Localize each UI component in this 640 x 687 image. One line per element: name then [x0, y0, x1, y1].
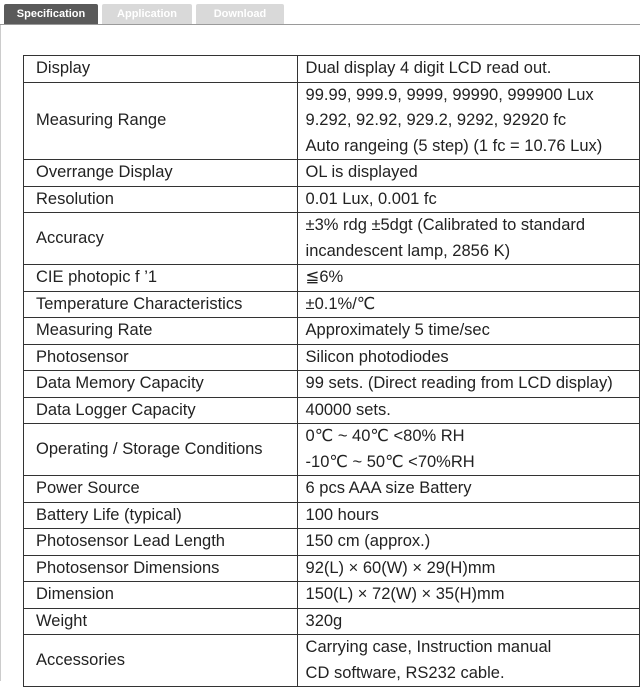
spec-value-line: ≦6%	[305, 268, 344, 286]
spec-label: Battery Life (typical)	[24, 502, 298, 529]
spec-label: Measuring Range	[24, 82, 298, 160]
spec-value	[297, 582, 639, 609]
spec-value-line: ±3% rdg ±5dgt (Calibrated to standard	[305, 216, 586, 234]
spec-value	[297, 318, 639, 345]
spec-value	[297, 213, 639, 265]
spec-value-line: 40000 sets.	[305, 400, 391, 419]
spec-label: Data Logger Capacity	[24, 397, 298, 424]
table-row	[24, 582, 640, 609]
tab-download[interactable]: Download	[196, 4, 284, 24]
table-row	[24, 344, 640, 371]
spec-label: Measuring Rate	[24, 318, 298, 345]
spec-value-line: 0℃ ~ 40℃ <80% RH	[305, 427, 465, 445]
tab-application[interactable]: Application	[102, 4, 192, 24]
table-row	[24, 160, 640, 187]
specification-table	[23, 55, 640, 687]
spec-value	[297, 424, 639, 476]
spec-value	[297, 397, 639, 424]
spec-value-line: 9.292, 92.92, 929.2, 9292, 92920 fc	[305, 111, 567, 129]
spec-value-line: 0.01 Lux, 0.001 fc	[305, 189, 437, 208]
spec-value-line: 150(L) × 72(W) × 35(H)mm	[305, 585, 505, 603]
tab-bar	[4, 4, 284, 25]
table-row	[24, 186, 640, 213]
spec-value-line: 6 pcs AAA size Battery	[305, 479, 472, 497]
spec-value-line: CD software, RS232 cable.	[305, 663, 505, 682]
table-row	[24, 502, 640, 529]
table-row	[24, 56, 640, 83]
table-row	[24, 291, 640, 318]
spec-label: Accuracy	[24, 213, 298, 265]
table-row	[24, 213, 640, 265]
spec-value-line: incandescent lamp, 2856 K)	[305, 241, 511, 260]
spec-value-line: 100 hours	[305, 505, 379, 524]
spec-label: Operating / Storage Conditions	[24, 424, 298, 476]
spec-value	[297, 555, 639, 582]
spec-label: Overrange Display	[24, 160, 298, 187]
table-row	[24, 82, 640, 160]
spec-value-line: Dual display 4 digit LCD read out.	[305, 59, 552, 77]
spec-value-line: -10℃ ~ 50℃ <70%RH	[305, 452, 475, 471]
spec-label: Accessories	[24, 635, 298, 687]
spec-value-line: 99.99, 999.9, 9999, 99990, 999900 Lux	[305, 85, 594, 104]
table-row	[24, 265, 640, 292]
table-row	[24, 397, 640, 424]
spec-value-line: OL is displayed	[305, 163, 418, 181]
spec-label: Display	[24, 56, 298, 83]
spec-value-line: Silicon photodiodes	[305, 347, 449, 366]
spec-value	[297, 502, 639, 529]
spec-value	[297, 371, 639, 398]
table-row	[24, 371, 640, 398]
spec-value-line: ±0.1%/℃	[305, 294, 376, 313]
spec-value	[297, 186, 639, 213]
spec-value	[297, 635, 639, 687]
table-row	[24, 529, 640, 556]
spec-label: Power Source	[24, 476, 298, 503]
spec-label: Resolution	[24, 186, 298, 213]
spec-label: Weight	[24, 608, 298, 635]
table-row	[24, 608, 640, 635]
spec-value-line: 99 sets. (Direct reading from LCD display)	[305, 374, 613, 392]
spec-value-line: Approximately 5 time/sec	[305, 321, 490, 339]
spec-label: CIE photopic f ’1	[24, 265, 298, 292]
spec-value	[297, 608, 639, 635]
spec-value	[297, 529, 639, 556]
spec-value-line: 92(L) × 60(W) × 29(H)mm	[305, 558, 496, 577]
spec-value-line: 150 cm (approx.)	[305, 532, 431, 550]
spec-value	[297, 265, 639, 292]
spec-label: Photosensor	[24, 344, 298, 371]
spec-value-line: Carrying case, Instruction manual	[305, 638, 552, 656]
spec-value	[297, 344, 639, 371]
spec-label: Temperature Characteristics	[24, 291, 298, 318]
tab-specification[interactable]: Specification	[4, 4, 98, 24]
spec-label: Data Memory Capacity	[24, 371, 298, 398]
spec-label: Photosensor Dimensions	[24, 555, 298, 582]
spec-label: Photosensor Lead Length	[24, 529, 298, 556]
spec-value-line: Auto rangeing (5 step) (1 fc = 10.76 Lux)	[305, 136, 603, 155]
spec-value	[297, 56, 639, 83]
spec-value	[297, 291, 639, 318]
table-row	[24, 635, 640, 687]
table-row	[24, 555, 640, 582]
spec-label: Dimension	[24, 582, 298, 609]
spec-value	[297, 476, 639, 503]
spec-value-line: 320g	[305, 611, 343, 630]
table-row	[24, 476, 640, 503]
spec-value	[297, 160, 639, 187]
table-row	[24, 318, 640, 345]
table-row	[24, 424, 640, 476]
spec-value	[297, 82, 639, 160]
